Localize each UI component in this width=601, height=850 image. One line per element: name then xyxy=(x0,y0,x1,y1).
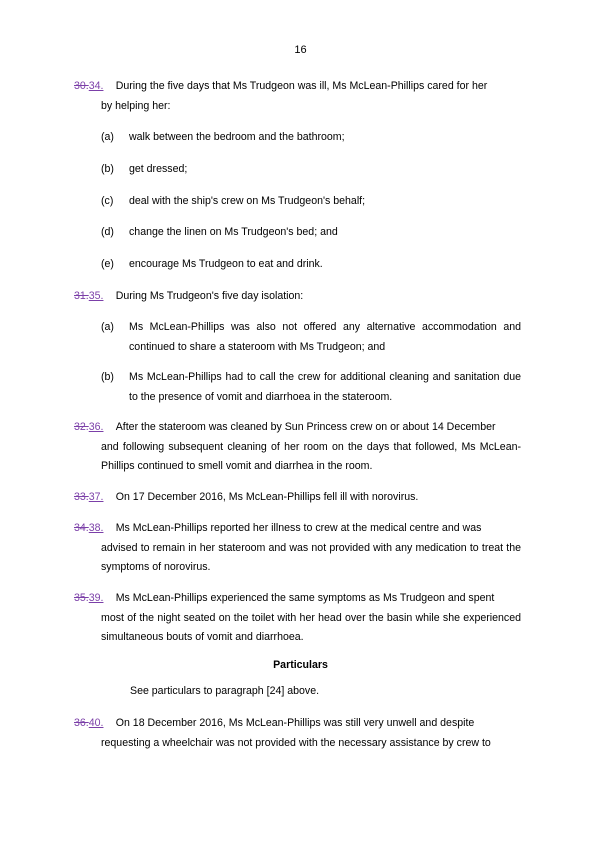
paragraph-34 xyxy=(74,77,521,116)
list-item xyxy=(101,318,521,357)
old-paragraph-number: 34. xyxy=(74,522,89,534)
paragraph-text: Ms McLean-Phillips experienced the same symptoms as Ms Trudgeon and spent xyxy=(115,592,495,604)
item-text: deal with the ship's crew on Ms Trudgeon's behalf; xyxy=(129,195,366,207)
new-paragraph-number: 39. xyxy=(88,592,104,604)
paragraph-35 xyxy=(74,287,521,307)
paragraph-text-continued: by helping her: xyxy=(101,99,171,112)
list-item xyxy=(101,368,521,407)
old-paragraph-number: 36. xyxy=(74,717,89,729)
item-label: (c) xyxy=(101,195,114,207)
old-paragraph-number: 33. xyxy=(74,491,89,503)
paragraph-text: During Ms Trudgeon's five day isolation: xyxy=(115,290,304,302)
item-label: (d) xyxy=(101,226,114,238)
new-paragraph-number: 40. xyxy=(88,717,104,729)
new-paragraph-number: 37. xyxy=(88,491,104,503)
paragraph-text: On 18 December 2016, Ms McLean-Phillips was still very unwell and despite xyxy=(115,717,475,729)
paragraph-text: After the stateroom was cleaned by Sun Princess crew on or about 14 December xyxy=(115,421,496,433)
old-paragraph-number: 32. xyxy=(74,421,89,433)
paragraph-text: Ms McLean-Phillips reported her illness to crew at the medical centre and was xyxy=(115,522,482,534)
paragraph-37 xyxy=(74,488,521,508)
paragraph-text: During the five days that Ms Trudgeon was ill, Ms McLean-Phillips cared for her xyxy=(115,80,488,92)
paragraph-38 xyxy=(74,519,521,578)
paragraph-text: On 17 December 2016, Ms McLean-Phillips fell ill with norovirus. xyxy=(115,491,419,503)
item-label: (a) xyxy=(101,321,114,333)
paragraph-text-continued: requesting a wheelchair was not provided with the necessary assistance by crew to xyxy=(101,736,491,749)
item-label: (a) xyxy=(101,131,114,143)
list-item xyxy=(101,128,521,148)
item-text: encourage Ms Trudgeon to eat and drink. xyxy=(129,258,323,270)
item-text: walk between the bedroom and the bathroom; xyxy=(129,131,345,143)
new-paragraph-number: 36. xyxy=(88,421,104,433)
list-item xyxy=(101,160,521,180)
item-text: Ms McLean-Phillips had to call the crew for additional cleaning and sanitation due to the presence of vomit and diarrhoea in the stateroom. xyxy=(129,371,521,403)
list-item xyxy=(101,223,521,243)
item-text: change the linen on Ms Trudgeon's bed; and xyxy=(129,226,338,238)
item-label: (b) xyxy=(101,163,114,175)
new-paragraph-number: 38. xyxy=(88,522,104,534)
item-text: Ms McLean-Phillips was also not offered any alternative accommodation and continued to share a stateroom with Ms Trudgeon; and xyxy=(129,321,521,353)
paragraph-text-continued: most of the night seated on the toilet with her head over the basin while she experienced simultaneous bouts of vomit and diarrhoea. xyxy=(101,611,521,643)
item-label: (b) xyxy=(101,371,114,383)
old-paragraph-number: 35. xyxy=(74,592,89,604)
list-item xyxy=(101,255,521,275)
particulars-text: See particulars to paragraph [24] above. xyxy=(130,685,320,697)
list-item xyxy=(101,192,521,212)
paragraph-text-continued: and following subsequent cleaning of her room on the days that followed, Ms McLean-Phillips continued to smell vomit and diarrhea in the room. xyxy=(101,440,521,472)
paragraph-36 xyxy=(74,418,521,477)
paragraph-text-continued: advised to remain in her stateroom and was not provided with any medication to treat the symptoms of norovirus. xyxy=(101,541,521,573)
old-paragraph-number: 31. xyxy=(74,290,89,302)
item-text: get dressed; xyxy=(129,163,188,175)
item-label: (e) xyxy=(101,258,114,270)
new-paragraph-number: 34. xyxy=(88,80,104,92)
page-number: 16 xyxy=(294,44,307,56)
paragraph-39 xyxy=(74,589,521,648)
particulars-heading: Particulars xyxy=(273,659,328,671)
new-paragraph-number: 35. xyxy=(88,290,104,302)
old-paragraph-number: 30. xyxy=(74,80,89,92)
paragraph-40 xyxy=(74,714,521,753)
